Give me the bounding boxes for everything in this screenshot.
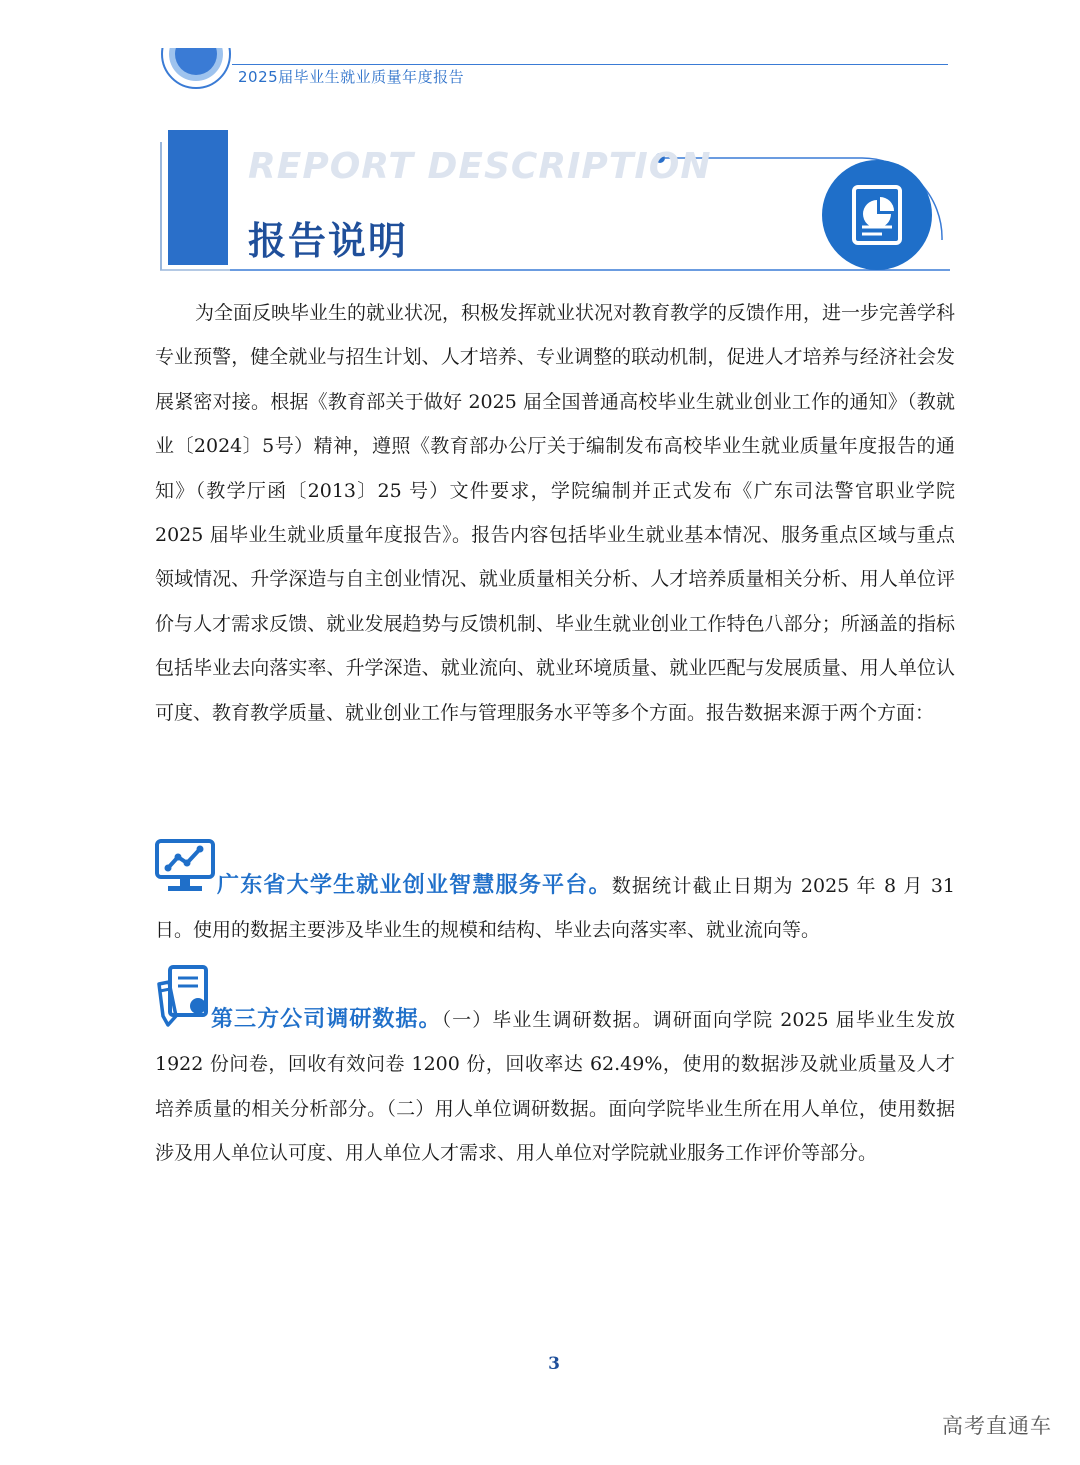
header-title: 2025届毕业生就业质量年度报告 [238, 68, 465, 86]
header-rule [232, 64, 948, 65]
header-logo-icon [160, 48, 232, 96]
section-title-cn: 报告说明 [248, 219, 409, 263]
source-survey-text: （一）毕业生调研数据。调研面向学院 2025 届毕业生发放 1922 份问卷，回收有效问卷 1200 份，回收率达 62.49%，使用的数据涉及就业质量及人才培养质量的相关分析部分。（二）用人单位调研数据。面向学院毕业生所在用人单位，使用数据涉及用人单位认可度、用人单位人才需求、用人单位对学院就业服务工作评价等部分。 [155, 1009, 955, 1165]
report-chart-icon [822, 160, 932, 270]
intro-paragraph: 为全面反映毕业生的就业状况，积极发挥就业状况对教育教学的反馈作用，进一步完善学科专业预警，健全就业与招生计划、人才培养、专业调整的联动机制，促进人才培养与经济社会发展紧密对接。根据《教育部关于做好 2025 届全国普通高校毕业生就业创业工作的通知》（教就业〔2024〕5号）精神，遵照《教育部办公厅关于编制发布高校毕业生就业质量年度报告的通知》（教学厅函〔2013〕25 号）文件要求，学院编制并正式发布《广东司法警官职业学院 2025 届毕业生就业质量年度报告》。报告内容包括毕业生就业基本情况、服务重点区域与重点领域情况、升学深造与自主创业情况、就业质量相关分析、人才培养质量相关分析、用人单位评价与人才需求反馈、就业发展趋势与反馈机制、毕业生就业创业工作特色八部分；所涵盖的指标包括毕业去向落实率、升学深造、就业流向、就业环境质量、就业匹配与发展质量、用人单位认可度、教育教学质量、就业创业工作与管理服务水平等多个方面。报告数据来源于两个方面： [155, 302, 956, 724]
section-title-en: REPORT DESCRIPTION [248, 146, 712, 187]
source-platform-paragraph [155, 864, 955, 953]
source-survey-paragraph [155, 998, 955, 1176]
watermark: 高考直通车 [942, 1414, 1052, 1438]
source-platform-text: 数据统计截止日期为 2025 年 8 月 31 日。使用的数据主要涉及毕业生的规模和结构、毕业去向落实率、就业流向等。 [155, 875, 955, 942]
source-platform-heading: 广东省大学生就业创业智慧服务平台。 [217, 873, 612, 898]
page-number: 3 [548, 1354, 560, 1374]
source-survey-heading: 第三方公司调研数据。 [211, 1007, 442, 1032]
